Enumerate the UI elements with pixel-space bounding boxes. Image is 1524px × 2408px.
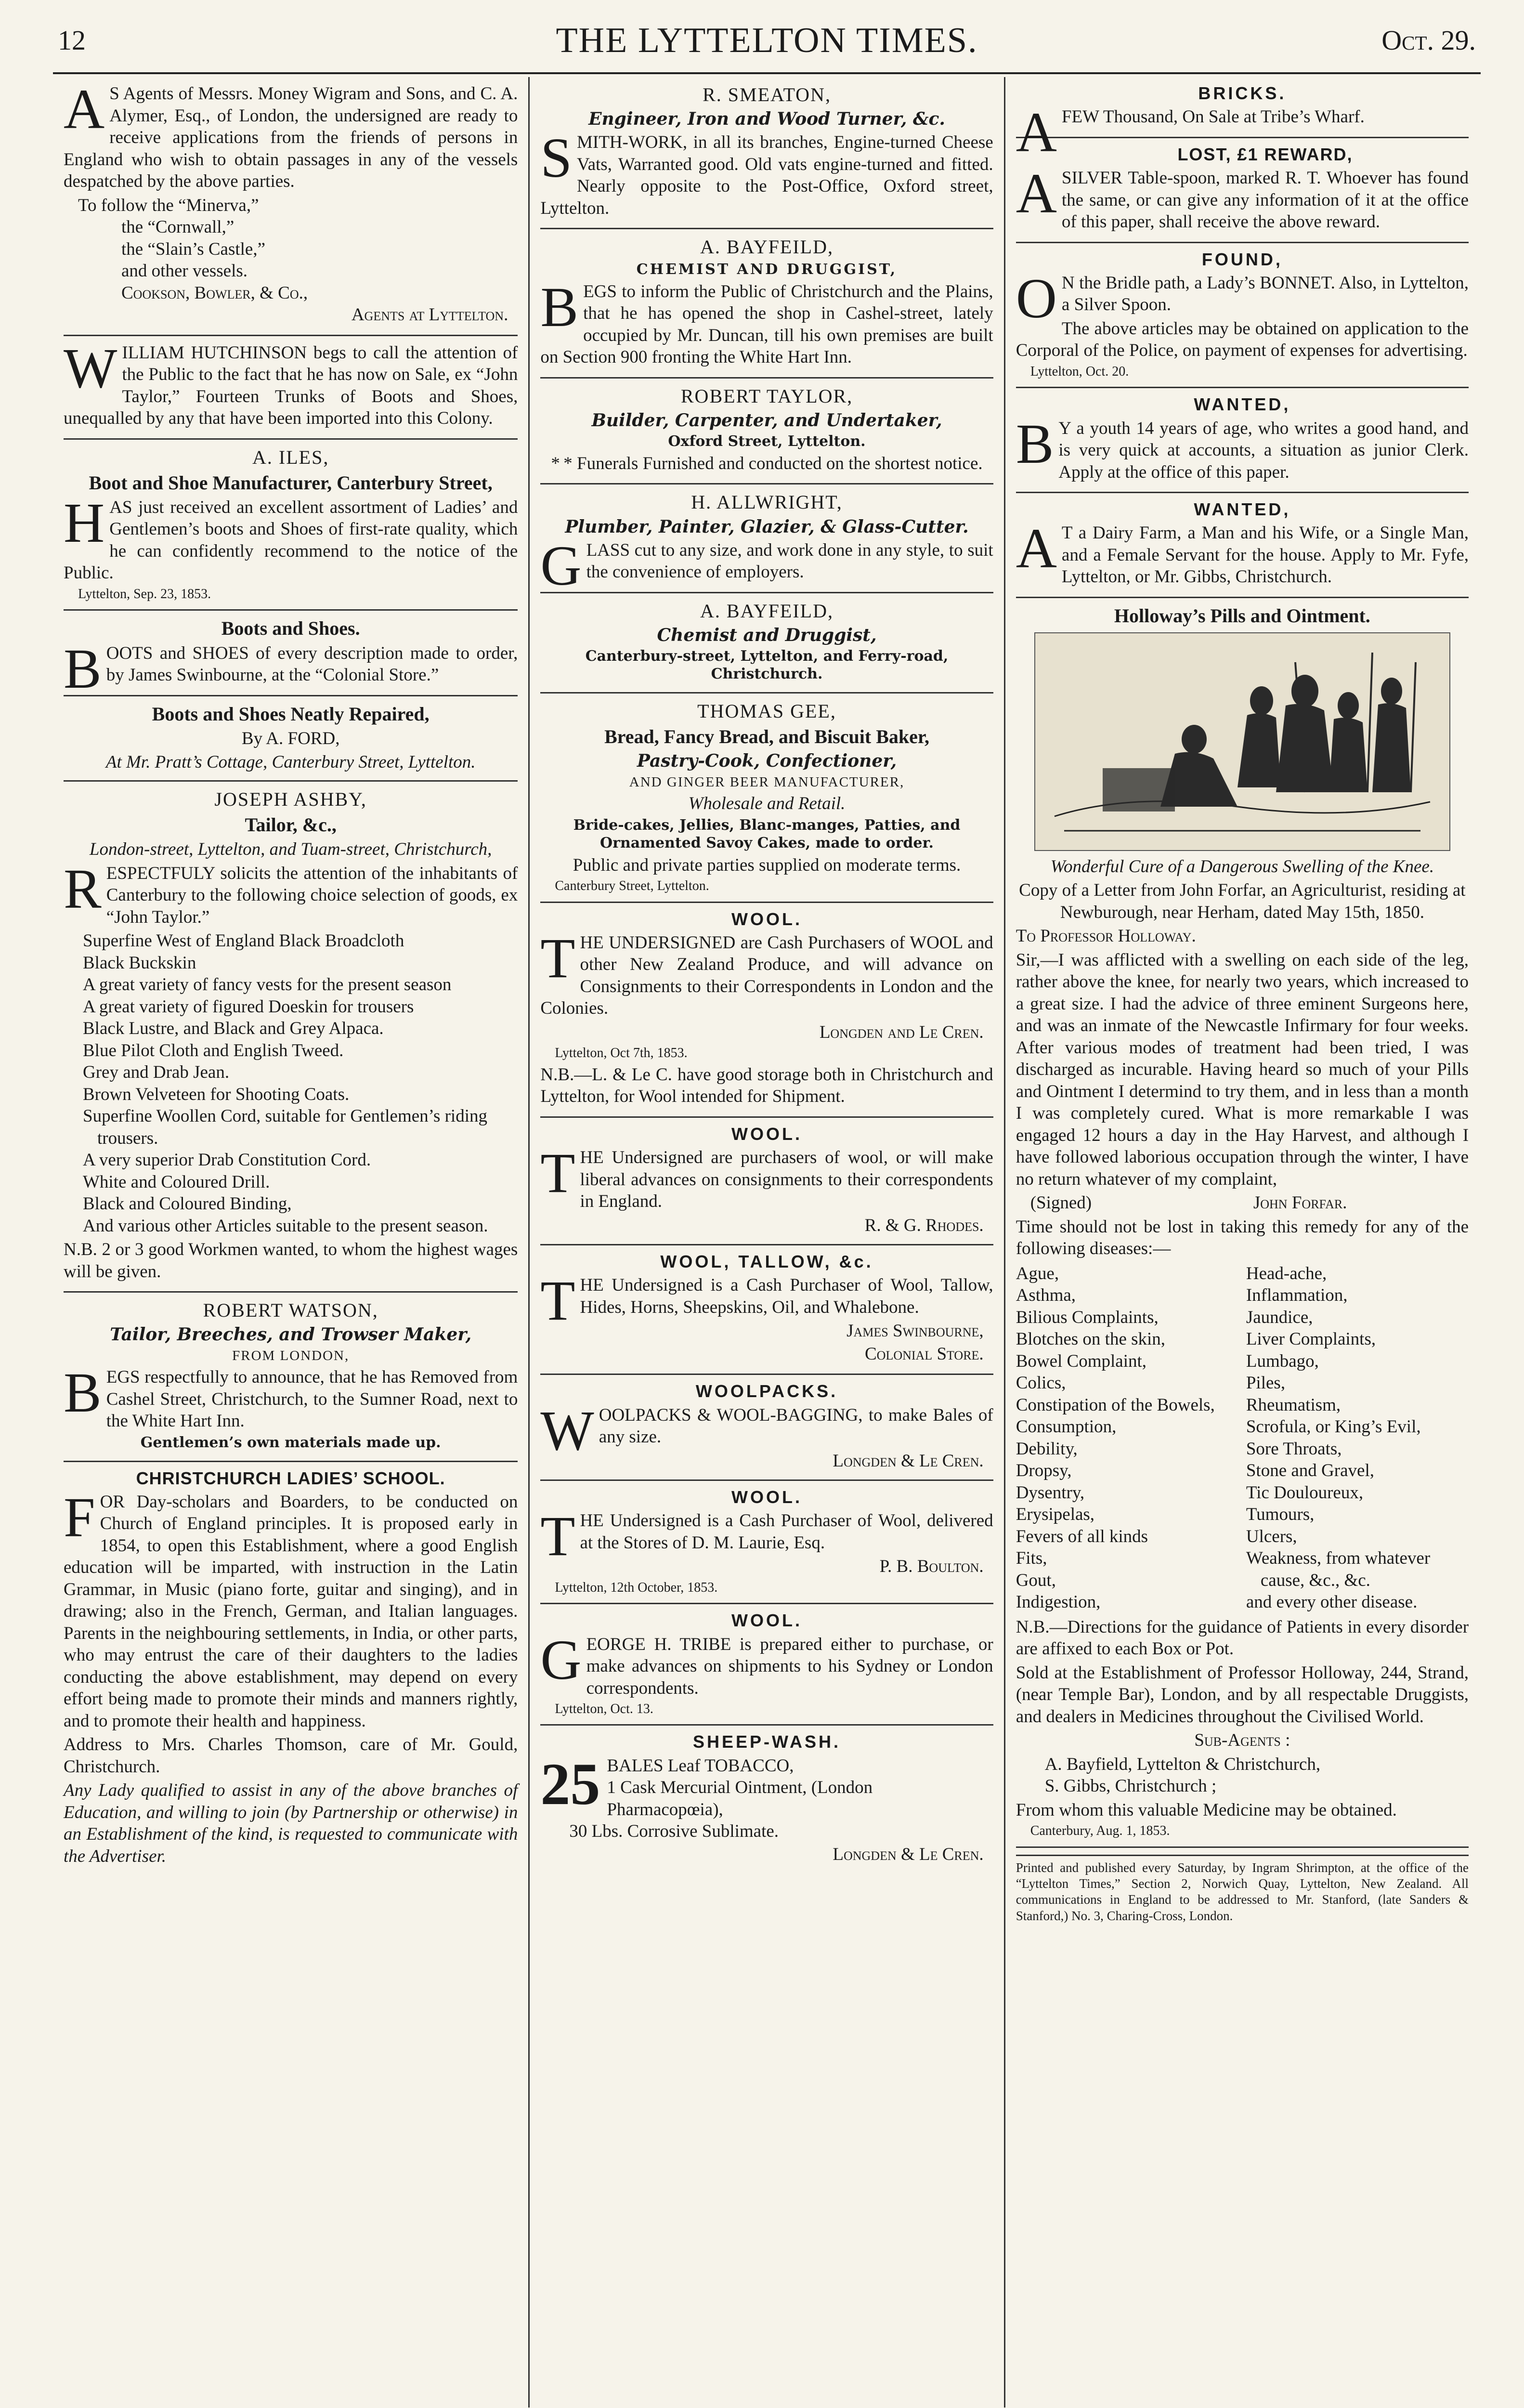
sub-agents-label: Sub-Agents :	[1194, 1730, 1290, 1751]
column-3	[1004, 77, 1479, 2408]
list-item: A great variety of fancy vests for the present season	[83, 975, 452, 995]
ad-title: SHEEP-WASH.	[692, 1732, 841, 1752]
list-item: Lumbago,	[1246, 1351, 1319, 1371]
ad-date: Lyttelton, Oct. 20.	[1030, 364, 1129, 379]
ad-note: Any Lady qualified to assist in any of the above branches of Education, and willing to join (by Partnership or otherwise) in an Establishment of the kind, is requested to communicate with the Advertiser.	[64, 1780, 518, 1866]
list-item: Ulcers,	[1246, 1526, 1297, 1546]
list-item: Rheumatism,	[1246, 1395, 1341, 1415]
ad-title: R. SMEATON,	[703, 84, 831, 105]
testimonial-letter: Sir,—I was afflicted with a swelling on each side of the leg, rather above the knee, for nearly two years, which increased to a great size. I had the advice of three eminent Surgeons here, and was an inmate of the Newcastle Infirmary for four weeks. After various modes of treatment had been tried, I was discharged as incurable. Having heard so much of your Pills and Ointment I determind to try them, and in less than a month I was completely cured. What is more remarkable I was engaged 12 hours a day in the Hay Harvest, and although I have followed laborious occupation through the winter, I have no return whatever of my complaint,	[1016, 950, 1469, 1189]
ad-title: A. BAYFEILD,	[700, 600, 834, 622]
ad-text: THE Undersigned are purchasers of wool, or will make liberal advances on consignments to their correspondents in England.	[540, 1141, 993, 1212]
ad-title: Boots and Shoes.	[221, 617, 360, 640]
ad-address: Address to Mrs. Charles Thomson, care of Mr. Gould, Christchurch.	[64, 1735, 518, 1777]
ad-line: 1 Cask Mercurial Ointment, (London Pharmacopœia),	[607, 1778, 873, 1819]
ad-line: BALES Leaf TOBACCO,	[607, 1755, 794, 1776]
list-item: White and Coloured Drill.	[83, 1172, 270, 1192]
list-item: Bowel Complaint,	[1016, 1351, 1147, 1371]
ad-sheep-wash	[540, 1726, 993, 1873]
ad-date: Lyttelton, Oct. 13.	[555, 1701, 653, 1717]
list-item: Blue Pilot Cloth and English Tweed.	[83, 1040, 344, 1060]
list-item: Debility,	[1016, 1439, 1078, 1459]
ad-note: Gentlemen’s own materials made up.	[140, 1434, 441, 1451]
ad-text: To follow the “Minerva,”	[78, 195, 259, 215]
list-item: A very superior Drab Constitution Cord.	[83, 1150, 371, 1170]
list-item: And various other Articles suitable to the present season.	[83, 1216, 488, 1236]
ad-text: AT a Dairy Farm, a Man and his Wife, or a Single Man, and a Female Servant for the house. Apply to Mr. Fyfe, Lyttelton, or Mr. Gibbs, Christchurch.	[1016, 517, 1469, 587]
ad-text: From whom this valuable Medicine may be obtained.	[1016, 1800, 1397, 1820]
ad-wool-rhodes	[540, 1118, 993, 1245]
list-item: Superfine Woollen Cord, suitable for Gentlemen’s riding trousers.	[83, 1106, 487, 1148]
ad-date: Lyttelton, Oct 7th, 1853.	[555, 1046, 688, 1061]
ad-date: Canterbury, Aug. 1, 1853.	[1030, 1823, 1170, 1839]
ad-title: H. ALLWRIGHT,	[691, 491, 843, 513]
woodcut-scene-icon	[1035, 633, 1449, 850]
signed-label: (Signed)	[1030, 1193, 1092, 1213]
ship-name: the “Slain’s Castle,”	[121, 239, 266, 259]
engraving-illustration	[1034, 632, 1450, 851]
list-item: Superfine West of England Black Broadcloth	[83, 931, 404, 951]
ad-text: THE Undersigned is a Cash Purchaser of Wool, Tallow, Hides, Horns, Sheepskins, Oil, and Whalebone.	[540, 1269, 993, 1333]
ad-subtitle: By A. FORD,	[241, 728, 340, 748]
ad-wool-boulton	[540, 1481, 993, 1604]
list-item: Tic Douloureux,	[1246, 1482, 1364, 1503]
list-item: Black and Coloured Binding,	[83, 1194, 292, 1214]
signature: Longden & Le Cren.	[833, 1844, 984, 1864]
ship-name: and other vessels.	[121, 261, 248, 281]
ad-line: AND GINGER BEER MANUFACTURER,	[629, 774, 905, 790]
list-item: Dysentry,	[1016, 1482, 1085, 1503]
ad-address: At Mr. Pratt’s Cottage, Canterbury Street, Lyttelton.	[105, 752, 476, 772]
ad-title: WOOL, TALLOW, &c.	[660, 1252, 873, 1272]
ad-wool-longden	[540, 903, 993, 1118]
ad-iles	[64, 440, 518, 611]
ad-text: WILLIAM HUTCHINSON begs to call the attention of the Public to the fact that he has now on Sale, ex “John Taylor,” Fourteen Trunks of Boots and Shoes, unequalled by any that have been imported into this Colony.	[64, 336, 518, 428]
ad-subtitle: Boot and Shoe Manufacturer, Canterbury Street,	[89, 471, 493, 494]
ad-allwright	[540, 484, 993, 597]
ad-text: BEGS respectfully to announce, that he has Removed from Cashel Street, Christchurch, to the Sumner Road, next to the White Hart Inn.	[64, 1361, 518, 1431]
list-item: Head-ache,	[1246, 1263, 1327, 1283]
ad-ford	[64, 696, 518, 782]
ad-smeaton	[540, 77, 993, 229]
ad-subtitle: CHEMIST AND DRUGGIST,	[636, 261, 898, 278]
ad-note: N.B.—Directions for the guidance of Patients in every disorder are affixed to each Box or Pot.	[1016, 1617, 1469, 1659]
publisher-imprint: Printed and published every Saturday, by Ingram Shrimpton, at the office of the “Lyttelton Times,” Section 2, Norwich Quay, Lyttelton, New Zealand. All communications in England to be addressed to Mr. Stanford, (late Sanders & Stanford,) No. 3, Charing-Cross, London.	[1016, 1855, 1469, 1924]
ad-title: BRICKS.	[1198, 83, 1287, 103]
ad-title: WANTED,	[1194, 499, 1291, 519]
ad-subtitle: Tailor, Breeches, and Trowser Maker,	[110, 1324, 472, 1345]
ad-text: ON the Bridle path, a Lady’s BONNET. Also, in Lyttelton, a Silver Spoon.	[1016, 266, 1469, 330]
ad-title: WOOL.	[731, 1610, 802, 1631]
ad-title: WOOLPACKS.	[695, 1381, 838, 1401]
signature: Cookson, Bowler, & Co.,	[121, 283, 308, 303]
illustration-caption: Wonderful Cure of a Dangerous Swelling of the Knee.	[1050, 856, 1434, 877]
diseases-right	[1246, 1263, 1469, 1613]
page-number: 12	[58, 25, 86, 56]
ad-wool-tallow	[540, 1245, 993, 1375]
diseases-left	[1016, 1263, 1238, 1613]
list-item: Ague,	[1016, 1263, 1059, 1283]
ad-title: Boots and Shoes Neatly Repaired,	[152, 703, 430, 725]
column-2	[528, 77, 1003, 2408]
signature: P. B. Boulton.	[879, 1557, 984, 1577]
ad-text: ASILVER Table-spoon, marked R. T. Whoever has found the same, or can give any information of it at the office of this paper, shall receive the above reward.	[1016, 162, 1469, 232]
ad-text: The above articles may be obtained on application to the Corporal of the Police, on payment of expenses for advertising.	[1016, 318, 1469, 361]
ad-text: Sold at the Establishment of Professor Holloway, 244, Strand, (near Temple Bar), London, and by all respectable Druggists, and dealers in Medicines throughout the Civilised World.	[1016, 1662, 1469, 1727]
ad-line: Pastry-Cook, Confectioner,	[637, 751, 897, 772]
signature: Agents at Lyttelton.	[351, 305, 508, 325]
columns	[53, 77, 1481, 2408]
list-item: Piles,	[1246, 1373, 1286, 1393]
ad-text: AS Agents of Messrs. Money Wigram and Sons, and C. A. Alymer, Esq., of London, the undersigned are ready to receive applications from the friends of persons in England who wish to obtain passages in any of the vessels despatched by the above parties.	[64, 78, 518, 191]
ad-title: Holloway’s Pills and Ointment.	[1114, 604, 1370, 627]
list-item: Asthma,	[1016, 1285, 1076, 1306]
ad-wool-tribe	[540, 1604, 993, 1726]
ad-title: LOST, £1 REWARD,	[1177, 144, 1353, 164]
list-item: Erysipelas,	[1016, 1505, 1095, 1525]
ad-note: N.B. 2 or 3 good Workmen wanted, to whom the highest wages will be given.	[64, 1240, 518, 1282]
ad-text: AFEW Thousand, On Sale at Tribe’s Wharf.	[1016, 101, 1365, 164]
newspaper-title: THE LYTTELTON TIMES.	[556, 21, 978, 60]
ad-address: Canterbury-street, Lyttelton, and Ferry-road, Christchurch.	[585, 648, 949, 683]
list-item: Bilious Complaints,	[1016, 1307, 1159, 1327]
list-item: Constipation of the Bowels,	[1016, 1395, 1215, 1415]
ad-text: Copy of a Letter from John Forfar, an Agriculturist, residing at Newburough, near Herham, dated May 15th, 1850.	[1019, 880, 1466, 922]
ad-text: To Professor Holloway.	[1016, 926, 1196, 946]
ad-subtitle: Plumber, Painter, Glazier, & Glass-Cutter.	[565, 516, 969, 537]
column-1	[53, 77, 528, 2408]
ad-line: 30 Lbs. Corrosive Sublimate.	[569, 1821, 779, 1842]
list-item: Black Lustre, and Black and Grey Alpaca.	[83, 1019, 384, 1039]
list-item: Scrofula, or King’s Evil,	[1246, 1417, 1421, 1437]
ad-from: FROM LONDON,	[232, 1348, 350, 1363]
signature: James Swinbourne,	[847, 1321, 984, 1341]
ad-subtitle: Chemist and Druggist,	[657, 625, 877, 646]
ad-watson	[64, 1293, 518, 1462]
list-item: Stone and Gravel,	[1246, 1461, 1374, 1481]
ad-text: BOOTS and SHOES of every description made to order, by James Swinbourne, at the “Colonial Store.”	[64, 637, 518, 700]
signature: R. & G. Rhodes.	[864, 1215, 984, 1235]
ad-date: Canterbury Street, Lyttelton.	[555, 878, 709, 894]
ad-line: Public and private parties supplied on moderate terms.	[573, 855, 961, 875]
goods-list	[83, 930, 518, 1237]
list-item: Liver Complaints,	[1246, 1329, 1376, 1349]
ad-text: WOOLPACKS & WOOL-BAGGING, to make Bales of any size.	[540, 1399, 993, 1462]
signature: Longden & Le Cren.	[833, 1451, 984, 1471]
ad-text: GLASS cut to any size, and work done in any style, to suit the convenience of employers.	[540, 534, 993, 597]
ad-text: RESPECTFULY solicits the attention of the inhabitants of Canterbury to the following choice selection of goods, ex “John Taylor.”	[64, 857, 518, 927]
ad-line: Bride-cakes, Jellies, Blanc-manges, Patties, and Ornamented Savoy Cakes, made to order.	[573, 816, 961, 851]
ad-bayfeild-chemist	[540, 229, 993, 378]
ad-woolpacks	[540, 1375, 993, 1481]
ad-title: ROBERT TAYLOR,	[680, 385, 853, 407]
ad-holloway	[1016, 598, 1469, 1848]
ad-text: SMITH-WORK, in all its branches, Engine-turned Cheese Vats, Warranted good. Old vats engine-turned and fitted. Nearly opposite to the Post-Office, Oxford street, Lyttelton.	[540, 126, 993, 218]
ad-title: WOOL.	[731, 909, 802, 929]
ad-date: Lyttelton, Sep. 23, 1853.	[78, 586, 211, 602]
ad-ashby	[64, 782, 518, 1293]
list-item: Black Buckskin	[83, 953, 196, 973]
ad-swinbourne	[64, 611, 518, 700]
masthead	[53, 14, 1481, 74]
list-item: Indigestion,	[1016, 1592, 1101, 1612]
ad-text: THE Undersigned is a Cash Purchaser of Wool, delivered at the Stores of D. M. Laurie, Esq.	[540, 1505, 993, 1568]
ad-date: Lyttelton, 12th October, 1853.	[555, 1580, 718, 1595]
signature: John Forfar.	[1253, 1193, 1347, 1213]
ad-title: JOSEPH ASHBY,	[214, 788, 367, 810]
list-item: Dropsy,	[1016, 1461, 1072, 1481]
ad-text: GEORGE H. TRIBE is prepared either to purchase, or make advances on shipments to his Sydney or London correspondents.	[540, 1628, 993, 1698]
ad-title: CHRISTCHURCH LADIES’ SCHOOL.	[136, 1468, 445, 1488]
ad-title: A. BAYFEILD,	[700, 236, 834, 258]
ad-text: BEGS to inform the Public of Christchurch and the Plains, that he has opened the shop in Cashel-street, lately occupied by Mr. Duncan, till his own premises are built on Section 900 fronting the White Hart Inn.	[540, 275, 993, 367]
ad-text: Time should not be lost in taking this remedy for any of the following diseases:—	[1016, 1217, 1469, 1259]
ad-address: Oxford Street, Lyttelton.	[668, 432, 866, 450]
ad-text: BY a youth 14 years of age, who writes a good hand, and is very quick at accounts, a situation as junior Clerk. Apply at the office of this paper.	[1016, 412, 1469, 482]
ad-title: WOOL.	[731, 1124, 802, 1144]
list-item: Fevers of all kinds	[1016, 1526, 1148, 1546]
ad-bayfeild-druggist	[540, 593, 993, 694]
ad-found	[1016, 243, 1469, 389]
ad-lost	[1016, 138, 1469, 243]
ad-subtitle: Tailor, &c.,	[245, 813, 337, 836]
ad-taylor	[540, 379, 993, 485]
agent-name: A. Bayfield, Lyttelton & Christchurch,	[1044, 1754, 1321, 1774]
ad-text: THE UNDERSIGNED are Cash Purchasers of WOOL and other New Zealand Produce, and will advance on Consignments to their Correspondents in London and the Colonies.	[540, 926, 993, 1019]
ad-text: FOR Day-scholars and Boarders, to be conducted on Church of England principles. It is proposed early in 1854, to open this Establishment, where a good English education will be imparted, with instruction in the Latin Grammar, in Music (piano forte, guitar and singing), and in drawing; also in the French, German, and Italian languages. Parents in the neighbouring settlements, in India, or other parts, who may entrust the care of their daughters to the ladies conducting the above establishment, may depend on every effort being made to promote their minds and manners rightly, and to promote their health and happiness.	[64, 1485, 518, 1731]
ad-wanted-dairy	[1016, 493, 1469, 598]
signature: Longden and Le Cren.	[819, 1022, 984, 1042]
ad-title: WOOL.	[731, 1487, 802, 1507]
signature: Colonial Store.	[864, 1344, 984, 1364]
list-item: A great variety of figured Doeskin for trousers	[83, 996, 414, 1017]
ad-school	[64, 1462, 518, 1876]
ad-note: * * Funerals Furnished and conducted on the shortest notice.	[551, 453, 983, 473]
list-item: Colics,	[1016, 1373, 1066, 1393]
list-item: Brown Velveteen for Shooting Coats.	[83, 1084, 350, 1104]
ad-title: FOUND,	[1201, 249, 1283, 269]
ad-agents	[64, 77, 518, 336]
list-item: Grey and Drab Jean.	[83, 1062, 230, 1083]
ad-subtitle: Engineer, Iron and Wood Turner, &c.	[588, 109, 945, 130]
ship-name: the “Cornwall,”	[121, 217, 234, 237]
list-item: Fits,	[1016, 1548, 1047, 1569]
ad-title: WANTED,	[1194, 394, 1291, 415]
ad-gee	[540, 694, 993, 903]
quantity-number: 25	[540, 1751, 600, 1817]
list-item: Gout,	[1016, 1570, 1056, 1590]
agent-name: S. Gibbs, Christchurch ;	[1044, 1776, 1217, 1796]
ad-title: THOMAS GEE,	[697, 700, 836, 722]
issue-date: Oct. 29.	[1381, 25, 1476, 56]
list-item: Tumours,	[1246, 1505, 1315, 1525]
ad-line: Wholesale and Retail.	[688, 794, 846, 814]
diseases-list	[1016, 1262, 1469, 1614]
ad-wanted-clerk	[1016, 388, 1469, 493]
list-item: Jaundice,	[1246, 1307, 1313, 1327]
list-item: and every other disease.	[1246, 1592, 1418, 1612]
ad-address: London-street, Lyttelton, and Tuam-street, Christchurch,	[89, 839, 492, 860]
ad-title: ROBERT WATSON,	[203, 1299, 378, 1322]
list-item: Blotches on the skin,	[1016, 1329, 1166, 1349]
ad-note: N.B.—L. & Le C. have good storage both in Christchurch and Lyttelton, for Wool intended for Shipment.	[540, 1064, 993, 1107]
list-item: Inflammation,	[1246, 1285, 1348, 1306]
list-item: Weakness, from whatever cause, &c., &c.	[1246, 1548, 1431, 1590]
list-item: Sore Throats,	[1246, 1439, 1342, 1459]
ad-subtitle: Bread, Fancy Bread, and Biscuit Baker,	[604, 726, 929, 748]
ad-title: A. ILES,	[252, 446, 329, 468]
ad-subtitle: Builder, Carpenter, and Undertaker,	[591, 410, 942, 431]
signature-line	[1016, 1192, 1469, 1214]
list-item: Consumption,	[1016, 1417, 1117, 1437]
ad-hutchinson	[64, 336, 518, 440]
ad-text: HAS just received an excellent assortment of Ladies’ and Gentlemen’s boots and Shoes of first-rate quality, which he can confidently recommend to the notice of the Public.	[64, 491, 518, 583]
